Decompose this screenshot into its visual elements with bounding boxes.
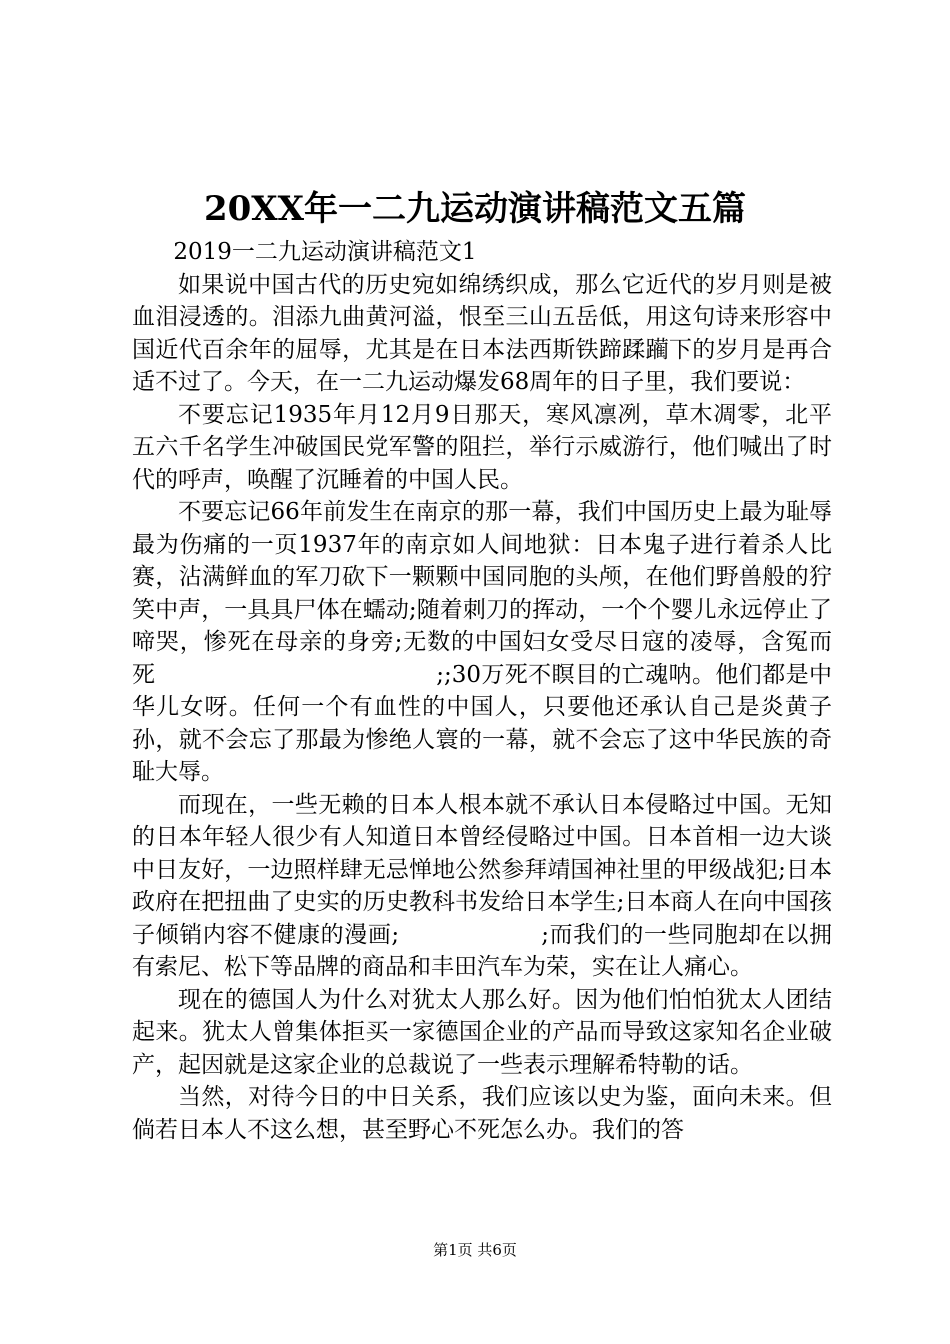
document-body xyxy=(132,236,832,1146)
document-subtitle: 2019一二九运动演讲稿范文1 xyxy=(173,239,477,265)
body-paragraph: 而现在，一些无赖的日本人根本就不承认日本侵略过中国。无知的日本年轻人很少有人知道日本曾经侵略过中国。日本首相一边大谈中日友好，一边照样肆无忌惮地公然参拜靖国神社里的甲级战犯;日本政府在把扭曲了史实的历史教科书发给日本学生;日本商人在向中国孩子倾销内容不健康的漫画; ;而我们的一些同胞却在以拥有索尼、松下等品牌的商品和丰田汽车为荣，实在让人痛心。 xyxy=(132,791,832,980)
body-paragraph: 如果说中国古代的历史宛如绵绣织成，那么它近代的岁月则是被血泪浸透的。泪添九曲黄河溢，恨至三山五岳低，用这句诗来形容中国近代百余年的屈辱，尤其是在日本法西斯铁蹄蹂躏下的岁月是再合适不过了。今天，在一二九运动爆发68周年的日子里，我们要说： xyxy=(132,271,832,395)
body-paragraph: 不要忘记66年前发生在南京的那一幕，我们中国历史上最为耻辱最为伤痛的一页1937年的南京如人间地狱：日本鬼子进行着杀人比赛，沾满鲜血的军刀砍下一颗颗中国同胞的头颅，在他们野兽般的狞笑中声，一具具尸体在蠕动;随着刺刀的挥动，一个个婴儿永远停止了啼哭，惨死在母亲的身旁;无数的中国妇女受尽日寇的凌辱，含冤而死 ;;30万死不瞑目的亡魂呐。他们都是中华儿女呀。任何一个有血性的中国人，只要他还承认自己是炎黄子孙，就不会忘了那最为惨绝人寰的一幕，就不会忘了这中华民族的奇耻大辱。 xyxy=(132,499,832,785)
document-title: 20XX年一二九运动演讲稿范文五篇 xyxy=(203,189,747,229)
body-paragraph: 不要忘记1935年月12月9日那天，寒风凛冽，草木凋零，北平五六千名学生冲破国民党军警的阻拦，举行示威游行，他们喊出了时代的呼声，唤醒了沉睡着的中国人民。 xyxy=(132,401,832,493)
body-paragraph: 当然，对待今日的中日关系，我们应该以史为鉴，面向未来。但倘若日本人不这么想，甚至野心不死怎么办。我们的答 xyxy=(132,1084,832,1143)
page-number-footer: 第1页 共6页 xyxy=(433,1241,517,1259)
body-paragraph: 现在的德国人为什么对犹太人那么好。因为他们怕怕犹太人团结起来。犹太人曾集体拒买一家德国企业的产品而导致这家知名企业破产，起因就是这家企业的总裁说了一些表示理解希特勒的话。 xyxy=(132,986,832,1078)
